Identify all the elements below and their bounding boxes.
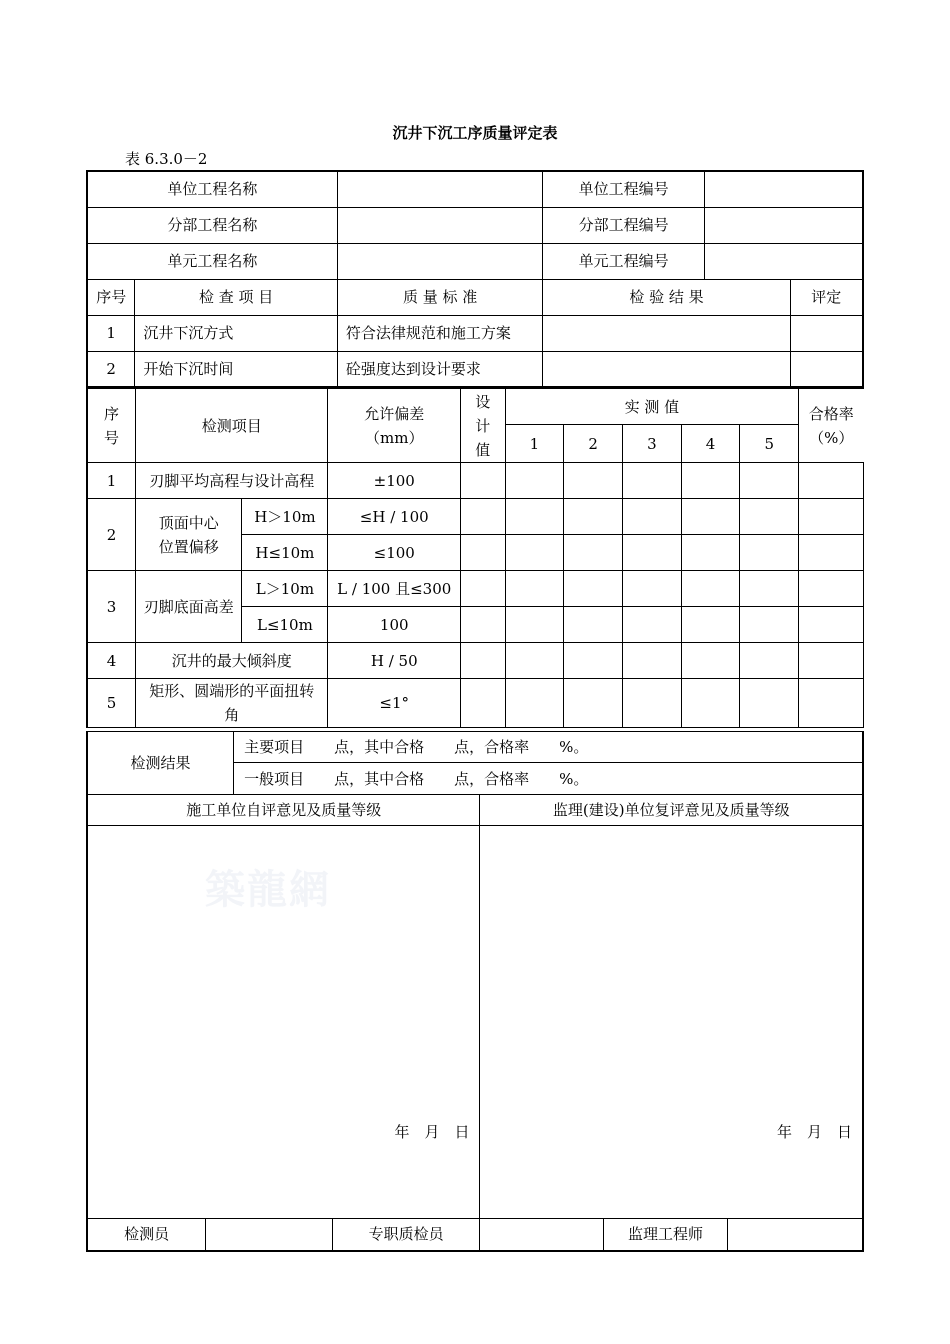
inspector-label: 检测员 (87, 1219, 206, 1251)
inspect-seq: 1 (87, 315, 135, 351)
inspect-row (87, 315, 863, 351)
m-actual-field[interactable] (681, 643, 740, 679)
m-design-field[interactable] (461, 571, 506, 607)
m-tolerance: ≤H / 100 (328, 499, 461, 535)
m-seq: 4 (87, 643, 136, 679)
m-tolerance: ≤1° (328, 679, 461, 728)
unit-project-no-label: 单位工程编号 (543, 171, 705, 207)
m-pass-field[interactable] (799, 607, 864, 643)
table-row (87, 679, 864, 728)
element-project-name-label: 单元工程名称 (87, 243, 337, 279)
table-number: 表 6.3.0－2 (125, 150, 208, 168)
m-col-item: 检测项目 (136, 389, 328, 463)
inspect-seq: 2 (87, 351, 135, 387)
inspect-standard: 砼强度达到设计要求 (337, 351, 542, 387)
actual-col-2: 2 (564, 425, 623, 463)
col-standard: 质 量 标 准 (337, 279, 542, 315)
m-design-field[interactable] (461, 679, 506, 728)
m-actual-field[interactable] (622, 643, 681, 679)
m-cond: L＞10m (242, 571, 328, 607)
m-design-field[interactable] (461, 463, 506, 499)
m-pass-field[interactable] (799, 679, 864, 728)
m-actual-field[interactable] (564, 463, 623, 499)
m-actual-field[interactable] (564, 499, 623, 535)
m-pass-field[interactable] (799, 535, 864, 571)
m-actual-field[interactable] (622, 499, 681, 535)
inspect-row (87, 351, 863, 387)
result-label: 检测结果 (87, 732, 234, 795)
m-actual-field[interactable] (622, 607, 681, 643)
m-actual-field[interactable] (681, 679, 740, 728)
m-item: 刃脚底面高差 (136, 571, 242, 643)
element-project-name-field[interactable] (337, 243, 542, 279)
supervising-engineer-label: 监理工程师 (604, 1219, 728, 1251)
m-actual-field[interactable] (564, 679, 623, 728)
inspect-grade-field[interactable] (790, 315, 863, 351)
m-item: 沉井的最大倾斜度 (136, 643, 328, 679)
m-actual-field[interactable] (564, 535, 623, 571)
unit-project-name-field[interactable] (337, 171, 542, 207)
m-col-pass-rate: 合格率 （%） (799, 389, 864, 463)
col-grade: 评定 (790, 279, 863, 315)
m-col-actual: 实 测 值 (505, 389, 799, 425)
actual-col-5: 5 (740, 425, 799, 463)
m-seq: 1 (87, 463, 136, 499)
m-actual-field[interactable] (740, 571, 799, 607)
measure-table (86, 388, 864, 728)
m-design-field[interactable] (461, 499, 506, 535)
m-actual-field[interactable] (681, 571, 740, 607)
m-item: 刃脚平均高程与设计高程 (136, 463, 328, 499)
m-pass-field[interactable] (799, 571, 864, 607)
m-actual-field[interactable] (505, 679, 564, 728)
m-actual-field[interactable] (681, 535, 740, 571)
quality-inspector-label: 专职质检员 (332, 1219, 480, 1251)
m-cond: L≤10m (242, 607, 328, 643)
m-col-design: 设 计 值 (461, 389, 506, 463)
sub-project-name-field[interactable] (337, 207, 542, 243)
m-actual-field[interactable] (564, 607, 623, 643)
sub-project-no-label: 分部工程编号 (543, 207, 705, 243)
m-actual-field[interactable] (622, 679, 681, 728)
m-actual-field[interactable] (505, 535, 564, 571)
m-seq: 3 (87, 571, 136, 643)
sub-project-name-label: 分部工程名称 (87, 207, 337, 243)
m-tolerance: ±100 (328, 463, 461, 499)
m-tolerance: ≤100 (328, 535, 461, 571)
m-actual-field[interactable] (622, 463, 681, 499)
m-actual-field[interactable] (740, 463, 799, 499)
inspect-standard: 符合法律规范和施工方案 (337, 315, 542, 351)
m-tolerance: L / 100 且≤300 (328, 571, 461, 607)
m-actual-field[interactable] (505, 643, 564, 679)
m-design-field[interactable] (461, 607, 506, 643)
supervising-engineer-field[interactable] (727, 1219, 863, 1251)
m-design-field[interactable] (461, 643, 506, 679)
m-seq: 5 (87, 679, 136, 728)
m-actual-field[interactable] (681, 499, 740, 535)
inspect-result-field[interactable] (543, 351, 790, 387)
m-tolerance: H / 50 (328, 643, 461, 679)
actual-col-3: 3 (622, 425, 681, 463)
m-actual-field[interactable] (740, 607, 799, 643)
inspect-grade-field[interactable] (790, 351, 863, 387)
m-pass-field[interactable] (799, 499, 864, 535)
m-tolerance: 100 (328, 607, 461, 643)
m-pass-field[interactable] (799, 463, 864, 499)
table-row (87, 463, 864, 499)
m-col-seq: 序 号 (87, 389, 136, 463)
element-project-no-field[interactable] (704, 243, 863, 279)
contractor-date: 年 月 日 (394, 1123, 470, 1141)
m-col-tolerance: 允许偏差 （mm） (328, 389, 461, 463)
table-row (87, 499, 864, 535)
col-inspect-item: 检 查 项 目 (135, 279, 337, 315)
supervisor-date: 年 月 日 (776, 1123, 852, 1141)
m-actual-field[interactable] (740, 499, 799, 535)
sub-project-no-field[interactable] (704, 207, 863, 243)
col-seq: 序号 (87, 279, 135, 315)
m-actual-field[interactable] (505, 499, 564, 535)
m-actual-field[interactable] (564, 643, 623, 679)
col-result: 检 验 结 果 (543, 279, 790, 315)
m-actual-field[interactable] (740, 535, 799, 571)
m-actual-field[interactable] (505, 571, 564, 607)
m-actual-field[interactable] (681, 607, 740, 643)
unit-project-name-label: 单位工程名称 (87, 171, 337, 207)
inspector-field[interactable] (206, 1219, 333, 1251)
inspect-result-field[interactable] (543, 315, 790, 351)
inspect-item: 开始下沉时间 (135, 351, 337, 387)
m-actual-field[interactable] (622, 571, 681, 607)
supervisor-opinion-label: 监理(建设)单位复评意见及质量等级 (480, 795, 863, 826)
m-actual-field[interactable] (681, 463, 740, 499)
contractor-opinion-label: 施工单位自评意见及质量等级 (87, 795, 480, 826)
supervisor-opinion-area[interactable] (480, 826, 863, 1219)
actual-col-4: 4 (681, 425, 740, 463)
actual-col-1: 1 (505, 425, 564, 463)
result-table (86, 731, 864, 1252)
m-cond: H＞10m (242, 499, 328, 535)
watermark: 築龍網 (205, 866, 331, 913)
element-project-no-label: 单元工程编号 (543, 243, 705, 279)
inspect-item: 沉井下沉方式 (135, 315, 337, 351)
table-row (87, 571, 864, 607)
m-actual-field[interactable] (622, 535, 681, 571)
m-actual-field[interactable] (505, 607, 564, 643)
m-cond: H≤10m (242, 535, 328, 571)
table-row (87, 643, 864, 679)
m-actual-field[interactable] (564, 571, 623, 607)
m-actual-field[interactable] (505, 463, 564, 499)
unit-project-no-field[interactable] (704, 171, 863, 207)
m-item: 顶面中心 位置偏移 (136, 499, 242, 571)
m-pass-field[interactable] (799, 643, 864, 679)
m-actual-field[interactable] (740, 643, 799, 679)
m-actual-field[interactable] (740, 679, 799, 728)
result-general-line: 一般项目 点，其中合格 点，合格率 %。 (234, 763, 863, 795)
m-design-field[interactable] (461, 535, 506, 571)
m-seq: 2 (87, 499, 136, 571)
page-title: 沉井下沉工序质量评定表 (392, 124, 558, 142)
result-main-line: 主要项目 点，其中合格 点，合格率 %。 (234, 732, 863, 763)
m-item: 矩形、圆端形的平面扭转 角 (136, 679, 328, 728)
quality-inspector-field[interactable] (480, 1219, 604, 1251)
header-table (86, 170, 864, 388)
